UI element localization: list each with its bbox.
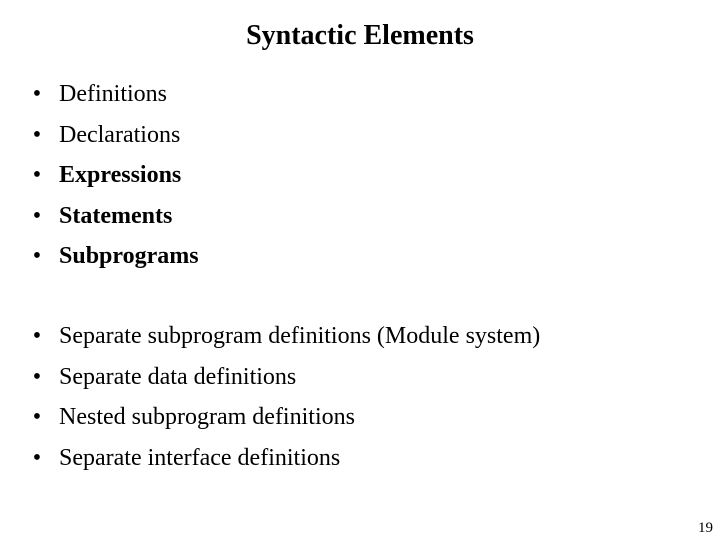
list-item-label: Statements: [59, 202, 173, 229]
slide-title: Syntactic Elements: [246, 20, 474, 51]
list-item-label: Expressions: [59, 162, 182, 188]
list-item-label: Separate subprogram definitions (Module system): [59, 323, 541, 349]
bullet-icon: •: [32, 121, 42, 148]
page-number: 19: [698, 520, 713, 536]
list-item-label: Subprograms: [59, 243, 199, 269]
bullet-icon: •: [32, 444, 42, 471]
list-item-label: Separate interface definitions: [59, 444, 341, 471]
bullet-icon: •: [32, 162, 42, 188]
bullet-icon: •: [32, 323, 42, 349]
bullet-icon: •: [32, 81, 42, 107]
bullet-icon: •: [32, 363, 42, 390]
list-item-label: Nested subprogram definitions: [59, 404, 355, 430]
bullet-icon: •: [32, 243, 42, 269]
bullet-icon: •: [32, 202, 42, 229]
bullet-icon: •: [32, 404, 42, 430]
list-item-label: Declarations: [59, 121, 181, 148]
list-item-label: Separate data definitions: [59, 363, 297, 390]
list-item-label: Definitions: [59, 81, 167, 107]
